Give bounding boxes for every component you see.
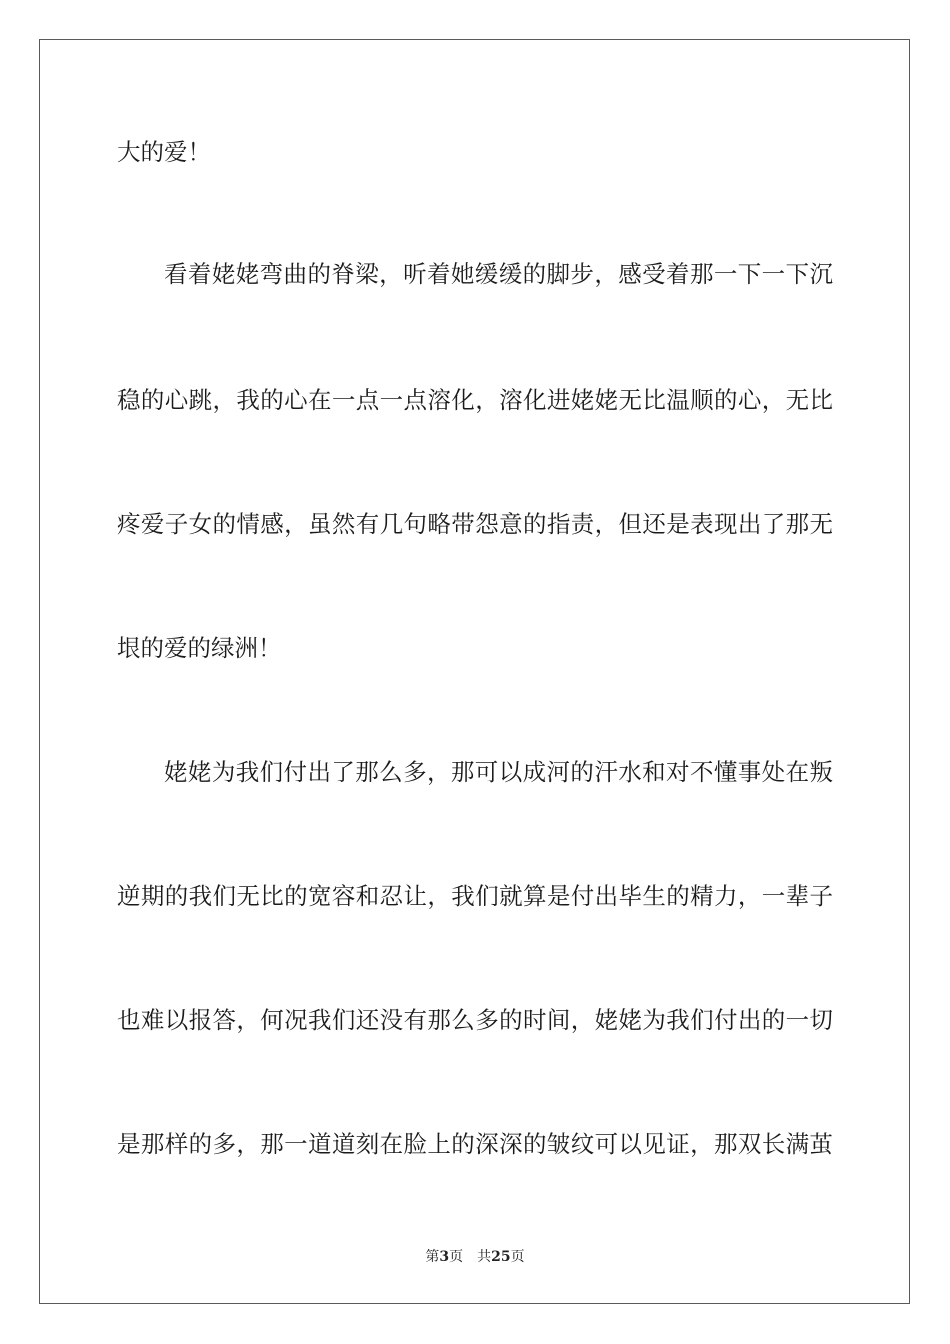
total-prefix: 共	[477, 1249, 492, 1265]
page-number: 3	[439, 1249, 450, 1265]
page-prefix: 第	[425, 1249, 440, 1265]
paragraph-3-line-4: 是那样的多，那一道道刻在脸上的深深的皱纹可以见证，那双长满茧	[117, 1130, 833, 1158]
paragraph-2-line-3: 疼爱子女的情感，虽然有几句略带怨意的指责，但还是表现出了那无	[117, 510, 833, 538]
paragraph-3-line-2: 逆期的我们无比的宽容和忍让，我们就算是付出毕生的精力，一辈子	[117, 882, 833, 910]
paragraph-2-line-2: 稳的心跳，我的心在一点一点溶化，溶化进姥姥无比温顺的心，无比	[117, 386, 833, 414]
paragraph-3-line-1: 姥姥为我们付出了那么多，那可以成河的汗水和对不懂事处在叛	[164, 758, 833, 786]
total-suffix: 页	[510, 1249, 525, 1265]
page-border	[39, 39, 910, 1304]
paragraph-3-line-3: 也难以报答，何况我们还没有那么多的时间，姥姥为我们付出的一切	[117, 1006, 833, 1034]
paragraph-2-line-1: 看着姥姥弯曲的脊梁，听着她缓缓的脚步，感受着那一下一下沉	[164, 260, 833, 288]
paragraph-2-line-4: 垠的爱的绿洲！	[117, 634, 282, 662]
page-footer	[0, 1248, 950, 1266]
total-pages: 25	[491, 1249, 511, 1265]
page-suffix: 页	[449, 1249, 464, 1265]
text-line-1: 大的爱！	[117, 138, 211, 166]
